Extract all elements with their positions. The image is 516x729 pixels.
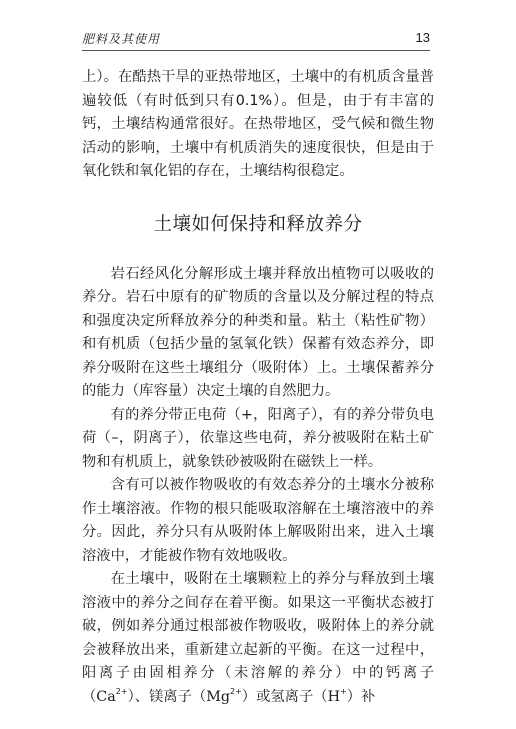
paragraph-text: ）、镁离子（ <box>127 688 207 705</box>
paragraph: 岩石经风化分解形成土壤并释放出植物可以吸收的养分。岩石中原有的矿物质的含量以及分解过程的特点和强度决定所释放养分的种类和量。粘土（粘性矿物）和有机质（包括少量的氢氧化铁）保蓄有效态养分，即养分吸附在这些土壤组分（吸附体）上。土壤保蓄养分的能力（库容量）决定土壤的自然肥力。 <box>82 265 434 399</box>
magnesium-ion-charge: 2+ <box>230 686 242 696</box>
paragraph: 有的养分带正电荷（+，阳离子），有的养分带负电荷（–，阴离子），依靠这些电荷，养分被吸附在粘土矿物和有机质上，就象铁砂被吸附在磁铁上一样。 <box>82 406 434 470</box>
calcium-ion-charge: 2+ <box>115 686 128 696</box>
page-number: 13 <box>415 30 430 45</box>
paragraph-text: 在土壤中，吸附在土壤颗粒上的养分与释放到土壤溶液中的养分之间存在着平衡。如果这一平衡状态被打破，例如养分通过根部被作物吸收，吸附体上的养分就会被释放出来，重新建立起新的平衡。在这一过程中，阳离子由固相养分（未溶解的养分）中的钙离子（ <box>82 571 434 705</box>
hydrogen-ion-charge: + <box>340 686 347 696</box>
paragraph-text: ）补 <box>346 688 376 705</box>
page-body <box>82 66 434 709</box>
hydrogen-ion-symbol: H <box>327 688 341 705</box>
calcium-ion-symbol: Ca <box>96 688 116 705</box>
paragraph: 上）。在酷热干旱的亚热带地区，土壤中的有机质含量普遍较低（有时低到只有0.1%）。但是，由于有丰富的钙，土壤结构通常很好。在热带地区，受气候和微生物活动的影响，土壤中有机质消失的速度很快，但是由于氧化铁和氧化铝的存在，土壤结构很稳定。 <box>82 69 434 179</box>
running-header <box>82 28 430 51</box>
section-heading: 土壤如何保持和释放养分 <box>153 213 363 235</box>
running-title: 肥料及其使用 <box>82 32 161 46</box>
magnesium-ion-symbol: Mg <box>206 688 230 705</box>
paragraph: 含有可以被作物吸收的有效态养分的土壤水分被称作土壤溶液。作物的根只能吸取溶解在土壤溶液中的养分。因此，养分只有从吸附体上解吸附出来，进入土壤溶液中，才能被作物有效地吸收。 <box>82 477 434 564</box>
paragraph-text: ）或氢离子（ <box>241 688 328 705</box>
paragraph <box>82 568 434 709</box>
